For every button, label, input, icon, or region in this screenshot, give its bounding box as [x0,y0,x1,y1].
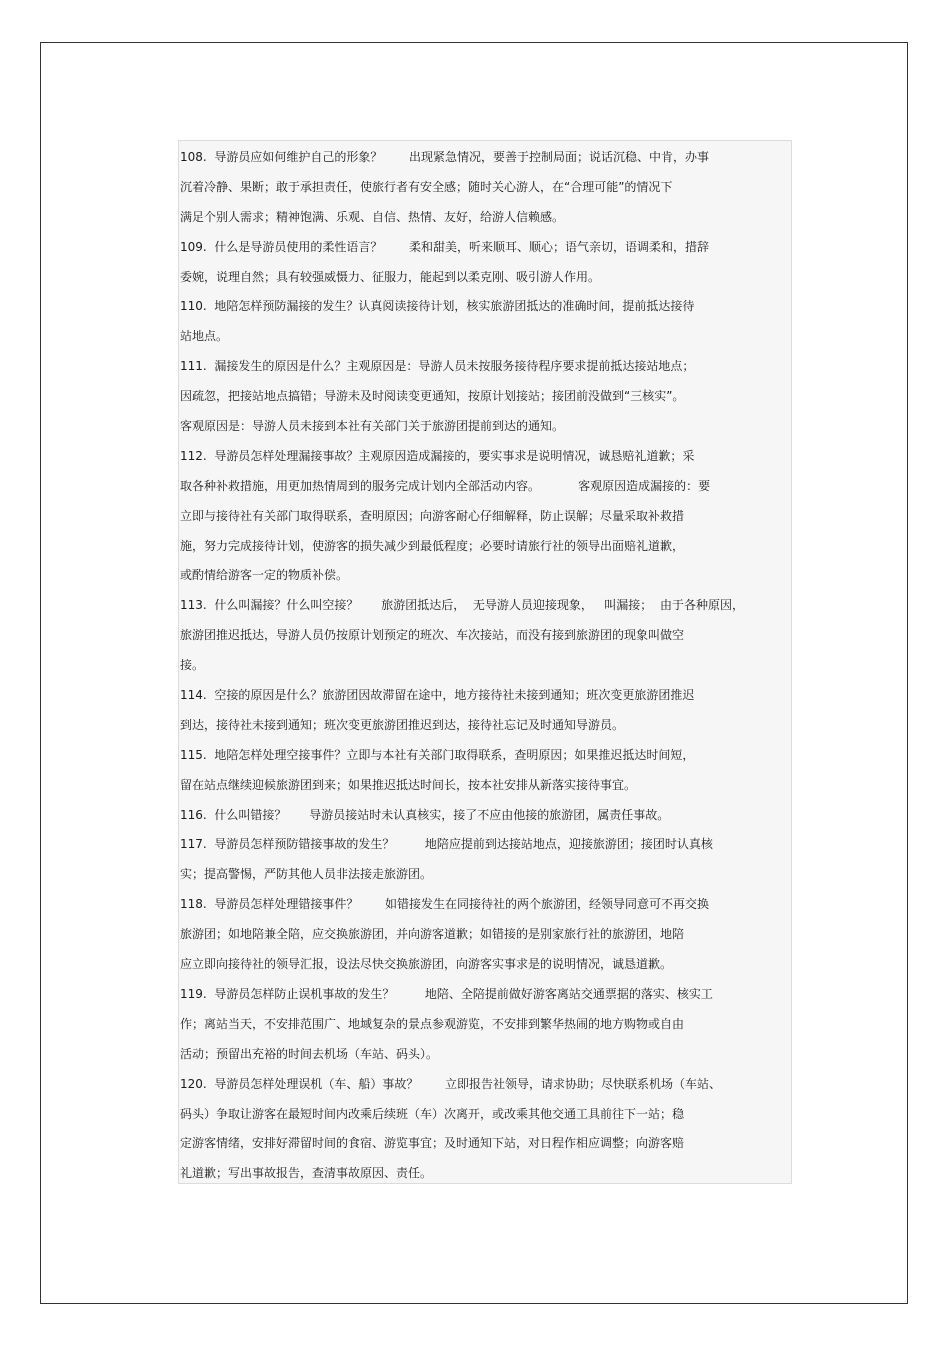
text-line: 120. 导游员怎样处理误机（车、船）事故？ 立即报告社领导，请求协助；尽快联系机场（车站、 [180,1076,722,1091]
text-line: 取各种补救措施，用更加热情周到的服务完成计划内全部活动内容。 客观原因造成漏接的：要 [180,478,711,493]
text-line: 满足个别人需求；精神饱满、乐观、自信、热情、友好，给游人信赖感。 [180,209,565,224]
text-line: 定游客情绪，安排好滞留时间的食宿、游览事宜；及时通知下站，对日程作相应调整；向游客赔 [180,1136,685,1151]
text-line: 活动；预留出充裕的时间去机场（车站、码头）。 [180,1046,439,1061]
text-line: 站地点。 [180,329,229,344]
text-line: 118. 导游员怎样处理错接事件？ 如错接发生在同接待社的两个旅游团，经领导同意可不再交换 [180,897,710,912]
text-line: 作；离站当天，不安排范围广、地域复杂的景点参观游览，不安排到繁华热闹的地方购物或自由 [180,1016,685,1031]
text-line: 108. 导游员应如何维护自己的形象？ 出现紧急情况，要善于控制局面；说话沉稳、中肯，办事 [180,150,710,164]
text-line: 109. 什么是导游员使用的柔性语言？ 柔和甜美，听来顺耳、顺心；语气亲切，语调柔和，措辞 [180,239,710,254]
text-line: 119. 导游员怎样防止误机事故的发生？ 地陪、全陪提前做好游客离站交通票据的落实、核实工 [180,986,713,1001]
text-line: 117. 导游员怎样预防错接事故的发生？ 地陪应提前到达接站地点，迎接旅游团；接团时认真核 [180,837,713,852]
text-line: 旅游团；如地陪兼全陪，应交换旅游团，并向游客道歉；如错接的是别家旅行社的旅游团，地陪 [180,927,685,942]
text-line: 沉着冷静、果断；敢于承担责任，使旅行者有安全感；随时关心游人，在“合理可能”的情况下 [180,179,673,194]
text-line: 110. 地陪怎样预防漏接的发生？认真阅读接待计划，核实旅游团抵达的准确时间，提前抵达接待 [180,299,695,314]
text-line: 116. 什么叫错接？ 导游员接站时未认真核实，接了不应由他接的旅游团，属责任事故。 [180,807,670,822]
text-line: 立即与接待社有关部门取得联系，查明原因；向游客耐心仔细解释，防止误解；尽量采取补救措 [180,508,685,523]
text-line: 114. 空接的原因是什么？旅游团因故滞留在途中，地方接待社未接到通知；班次变更旅游团推迟 [180,688,695,703]
text-line: 或酌情给游客一定的物质补偿。 [180,568,349,583]
qa-text-block [180,143,792,1189]
text-line: 实；提高警惕，严防其他人员非法接走旅游团。 [180,867,433,882]
text-line: 客观原因是：导游人员未接到本社有关部门关于旅游团提前到达的通知。 [180,419,565,434]
text-line: 委婉，说理自然；具有较强威慑力、征服力，能起到以柔克刚、吸引游人作用。 [180,269,601,284]
text-line: 111. 漏接发生的原因是什么？主观原因是：导游人员未按服务接待程序要求提前抵达接站地点； [180,359,695,374]
text-line: 113. 什么叫漏接？什么叫空接？ 旅游团抵达后， 无导游人员迎接现象， 叫漏接； 由于各种原因， [180,598,744,613]
text-line: 因疏忽，把接站地点搞错；导游未及时阅读变更通知，按原计划接站；接团前没做到“三核实”。 [180,389,685,404]
text-line: 礼道歉；写出事故报告，查清事故原因、责任。 [180,1166,433,1181]
text-line: 留在站点继续迎候旅游团到来；如果推迟抵达时间长，按本社安排从新落实接待事宜。 [180,777,637,792]
text-line: 旅游团推迟抵达，导游人员仍按原计划预定的班次、车次接站，而没有接到旅游团的现象叫做空 [180,628,685,643]
text-line: 接。 [180,658,205,673]
text-line: 码头）争取让游客在最短时间内改乘后续班（车）次离开，或改乘其他交通工具前往下一站；稳 [180,1106,685,1121]
text-line: 112. 导游员怎样处理漏接事故？主观原因造成漏接的，要实事求是说明情况，诚恳赔礼道歉；采 [180,448,695,463]
text-line: 施，努力完成接待计划，使游客的损失减少到最低程度；必要时请旅行社的领导出面赔礼道歉， [180,538,685,553]
text-line: 应立即向接待社的领导汇报，设法尽快交换旅游团，向游客实事求是的说明情况，诚恳道歉。 [180,957,673,972]
text-line: 115. 地陪怎样处理空接事件？立即与本社有关部门取得联系，查明原因；如果推迟抵达时间短， [180,747,695,762]
text-line: 到达，接待社未接到通知；班次变更旅游团推迟到达，接待社忘记及时通知导游员。 [180,717,625,732]
